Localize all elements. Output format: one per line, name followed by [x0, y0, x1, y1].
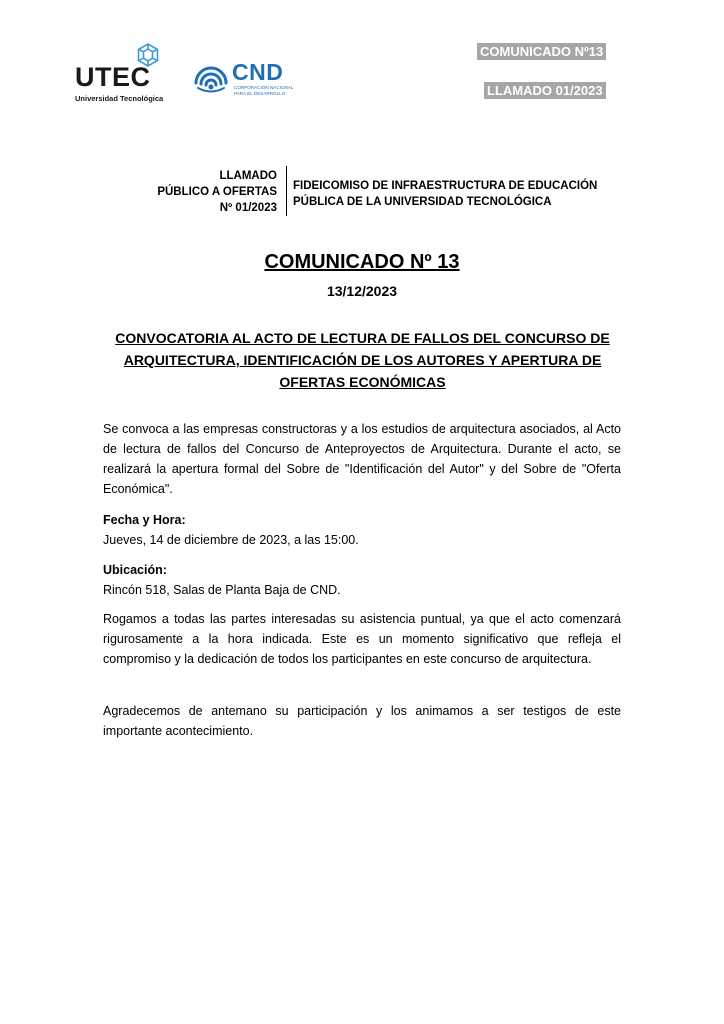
- cnd-subtitle: CORPORACIÓN NACIONAL PARA EL DESARROLLO: [234, 85, 294, 96]
- header-left-line1: LLAMADO: [219, 170, 277, 182]
- utec-logo: [75, 42, 175, 102]
- page-title: COMUNICADO Nº 13: [264, 251, 460, 273]
- header-right-line1: FIDEICOMISO DE INFRAESTRUCTURA DE EDUCACIÓN: [293, 180, 598, 192]
- section-heading: CONVOCATORIA AL ACTO DE LECTURA DE FALLOS DEL CONCURSO DE ARQUITECTURA, IDENTIFICACIÓN DE LOS AUTORES Y APERTURA DE OFERTAS ECONÓMICAS: [115, 330, 610, 390]
- ubicacion-label: Ubicación:: [103, 563, 167, 577]
- header-divider: [286, 166, 287, 216]
- fecha-value: Jueves, 14 de diciembre de 2023, a las 15:00.: [103, 533, 359, 547]
- attendance-paragraph: Rogamos a todas las partes interesadas su asistencia puntual, ya que el acto comenzará rigurosamente a la hora indicada. Este es un momento significativo que refleja el compromiso y la dedicación de todos los participantes en este concurso de arquitectura.: [103, 612, 621, 666]
- cnd-logo: [190, 57, 300, 102]
- ubicacion-value: Rincón 518, Salas de Planta Baja de CND.: [103, 583, 341, 597]
- ubicacion-section: [103, 560, 621, 600]
- header-left-line3: Nº 01/2023: [219, 202, 277, 214]
- fecha-label: Fecha y Hora:: [103, 513, 186, 527]
- header-left-line2: PÚBLICO A OFERTAS: [157, 186, 277, 198]
- document-date: 13/12/2023: [326, 283, 398, 299]
- utec-subtitle: Universidad Tecnológica: [75, 94, 164, 103]
- header-right: [293, 178, 623, 210]
- comunicado-tag: COMUNICADO Nº13: [477, 43, 606, 60]
- concentric-waves-icon: [190, 57, 232, 99]
- header-right-line2: PÚBLICA DE LA UNIVERSIDAD TECNOLÓGICA: [293, 196, 552, 208]
- fecha-section: [103, 510, 621, 550]
- llamado-tag: LLAMADO 01/2023: [484, 82, 606, 99]
- utec-name: UTEC: [75, 62, 151, 92]
- thanks-paragraph: Agradecemos de antemano su participación y los animamos a ser testigos de este importante acontecimiento.: [103, 704, 621, 738]
- page-title-wrap: [0, 251, 724, 274]
- cnd-name: CND: [232, 59, 284, 85]
- header-left: [140, 168, 277, 216]
- intro-paragraph: Se convoca a las empresas constructoras y a los estudios de arquitectura asociados, al Acto de lectura de fallos del Concurso de Anteproyectos de Arquitectura. Durante el acto, se realizará la apertura formal del Sobre de "Identificación del Autor" y del Sobre de "Oferta Económica".: [103, 422, 621, 496]
